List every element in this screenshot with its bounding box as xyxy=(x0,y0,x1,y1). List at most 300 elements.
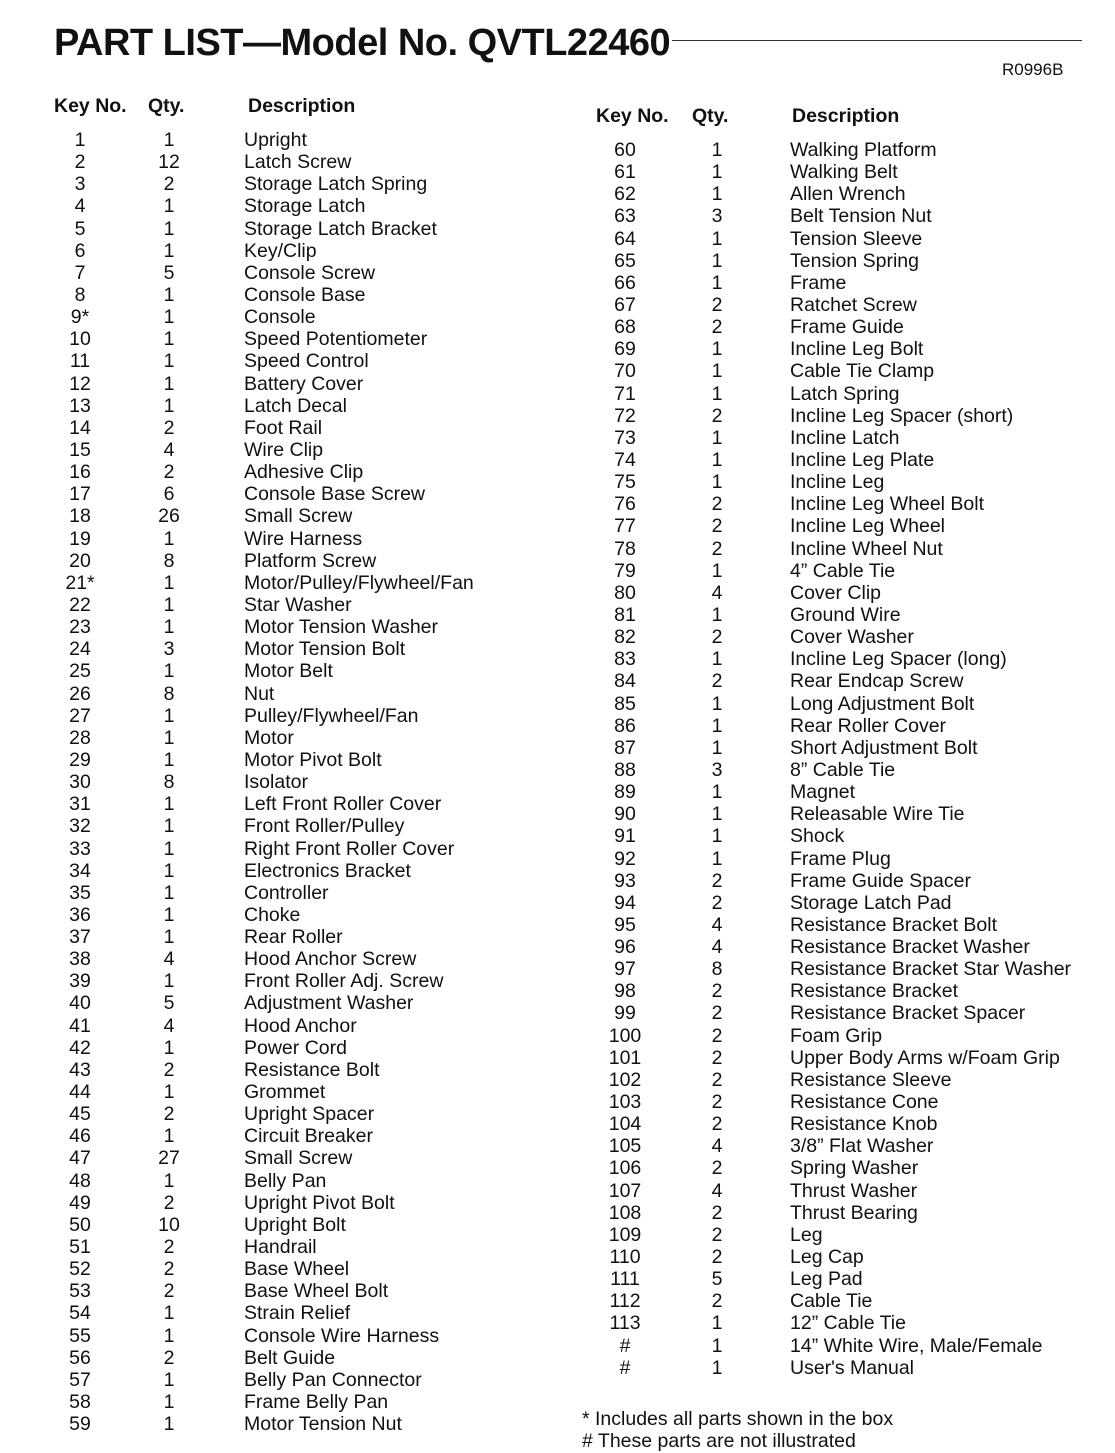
part-description: Thrust Bearing xyxy=(790,1201,918,1224)
key-number: 58 xyxy=(69,1391,91,1414)
quantity: 1 xyxy=(711,161,723,184)
part-description: Magnet xyxy=(790,781,856,804)
part-description: Motor Belt xyxy=(244,660,333,683)
part-description: Releasable Wire Tie xyxy=(790,803,965,826)
quantity: 1 xyxy=(163,704,175,727)
part-description: Storage Latch Bracket xyxy=(244,217,437,240)
quantity: 1 xyxy=(711,183,723,206)
quantity: 2 xyxy=(711,1024,723,1047)
key-number: 39 xyxy=(69,970,91,993)
table-row xyxy=(50,262,520,284)
part-description: Wire Clip xyxy=(244,438,324,461)
key-number: 33 xyxy=(69,837,91,860)
quantity: 4 xyxy=(163,438,175,461)
key-number: 34 xyxy=(69,859,91,882)
part-description: Resistance Bracket Star Washer xyxy=(790,958,1072,981)
qty-header: Qty. xyxy=(148,95,185,117)
key-number: 21* xyxy=(65,571,95,594)
part-description: 3/8” Flat Washer xyxy=(790,1135,934,1158)
quantity: 1 xyxy=(163,306,175,329)
table-row xyxy=(590,648,1090,670)
key-number: 50 xyxy=(69,1213,91,1236)
part-description: Short Adjustment Bolt xyxy=(790,736,978,759)
table-row xyxy=(50,1103,520,1125)
quantity: 1 xyxy=(163,527,175,550)
key-number: 84 xyxy=(614,670,636,693)
table-row xyxy=(590,1246,1090,1268)
key-number: 36 xyxy=(69,903,91,926)
quantity: 2 xyxy=(163,1103,175,1126)
quantity: 6 xyxy=(163,483,175,506)
part-description: 14” White Wire, Male/Female xyxy=(790,1334,1043,1357)
table-row xyxy=(50,1413,520,1435)
part-description: Incline Leg xyxy=(790,471,885,494)
table-row xyxy=(50,1192,520,1214)
part-description: Left Front Roller Cover xyxy=(244,793,442,816)
quantity: 1 xyxy=(163,1169,175,1192)
quantity: 2 xyxy=(163,416,175,439)
table-row xyxy=(50,1081,520,1103)
table-row xyxy=(590,560,1090,582)
part-description: Storage Latch Pad xyxy=(790,891,952,914)
table-row xyxy=(50,129,520,151)
quantity: 2 xyxy=(711,670,723,693)
table-row xyxy=(590,294,1090,316)
table-row xyxy=(50,638,520,660)
quantity: 2 xyxy=(711,515,723,538)
quantity: 27 xyxy=(158,1147,180,1170)
quantity: 1 xyxy=(163,660,175,683)
key-number: 54 xyxy=(69,1302,91,1325)
key-number: 82 xyxy=(614,626,636,649)
key-number: 43 xyxy=(69,1058,91,1081)
part-description: Resistance Bracket Spacer xyxy=(790,1002,1026,1025)
quantity: 1 xyxy=(163,1324,175,1347)
table-row xyxy=(590,870,1090,892)
key-number: 111 xyxy=(610,1268,640,1291)
quantity: 1 xyxy=(711,448,723,471)
key-number: 104 xyxy=(608,1113,642,1136)
table-row xyxy=(50,550,520,572)
part-description: Incline Leg Bolt xyxy=(790,338,924,361)
key-number: 102 xyxy=(608,1068,642,1091)
quantity: 1 xyxy=(711,1312,723,1335)
part-description: Power Cord xyxy=(244,1036,347,1059)
quantity: 2 xyxy=(163,1346,175,1369)
table-row xyxy=(50,1325,520,1347)
key-number: 91 xyxy=(614,825,636,848)
table-row xyxy=(590,1135,1090,1157)
part-description: Incline Leg Wheel Bolt xyxy=(790,493,985,516)
quantity: 1 xyxy=(711,1356,723,1379)
key-number: 74 xyxy=(614,448,636,471)
key-number: 78 xyxy=(614,537,636,560)
key-number: 65 xyxy=(614,249,636,272)
part-description: Small Screw xyxy=(244,505,353,528)
quantity: 3 xyxy=(711,758,723,781)
quantity: 2 xyxy=(163,1258,175,1281)
quantity: 1 xyxy=(163,328,175,351)
table-row xyxy=(590,848,1090,870)
quantity: 1 xyxy=(163,815,175,838)
key-number: 68 xyxy=(614,316,636,339)
table-row xyxy=(590,781,1090,803)
quantity: 1 xyxy=(163,616,175,639)
quantity: 1 xyxy=(163,748,175,771)
table-row xyxy=(50,594,520,616)
key-number: 14 xyxy=(69,416,91,439)
key-number: 40 xyxy=(69,992,91,1015)
quantity: 1 xyxy=(711,825,723,848)
part-description: Frame Plug xyxy=(790,847,891,870)
table-row xyxy=(50,373,520,395)
table-row xyxy=(590,626,1090,648)
table-row xyxy=(50,1369,520,1391)
part-description: 4” Cable Tie xyxy=(790,559,896,582)
table-row xyxy=(50,1170,520,1192)
table-row xyxy=(590,139,1090,161)
part-description: Console Base Screw xyxy=(244,483,426,506)
part-description: Incline Leg Spacer (long) xyxy=(790,648,1007,671)
parts-table-left xyxy=(50,95,520,1435)
part-description: 12” Cable Tie xyxy=(790,1312,906,1335)
key-number: 30 xyxy=(69,771,91,794)
part-description: Upright xyxy=(244,129,307,151)
key-number: 86 xyxy=(614,714,636,737)
table-row xyxy=(50,1236,520,1258)
key-number: 60 xyxy=(614,139,636,161)
document-code: R0996B xyxy=(1002,60,1064,79)
part-description: User's Manual xyxy=(790,1356,915,1379)
part-description: Resistance Bracket Bolt xyxy=(790,913,998,936)
table-row xyxy=(50,705,520,727)
quantity: 1 xyxy=(711,471,723,494)
title-rule xyxy=(672,40,1082,41)
quantity: 1 xyxy=(711,382,723,405)
table-row xyxy=(50,683,520,705)
part-description: Speed Control xyxy=(244,350,369,373)
table-row xyxy=(50,306,520,328)
quantity: 1 xyxy=(711,648,723,671)
table-row xyxy=(50,483,520,505)
quantity: 4 xyxy=(163,948,175,971)
table-row xyxy=(590,958,1090,980)
key-number: 37 xyxy=(69,926,91,949)
table-row xyxy=(590,383,1090,405)
quantity: 4 xyxy=(163,1014,175,1037)
quantity: 3 xyxy=(163,638,175,661)
key-number: 2 xyxy=(74,151,86,174)
part-description: Star Washer xyxy=(244,593,352,616)
quantity: 1 xyxy=(711,847,723,870)
table-row xyxy=(590,1002,1090,1024)
key-number: 113 xyxy=(609,1312,641,1335)
part-description: Thrust Washer xyxy=(790,1179,918,1202)
table-row xyxy=(50,860,520,882)
key-number: 38 xyxy=(69,948,91,971)
key-number: 76 xyxy=(614,493,636,516)
parts-list-right xyxy=(590,139,1090,1379)
table-row xyxy=(50,1147,520,1169)
part-description: Long Adjustment Bolt xyxy=(790,692,975,715)
key-number: 3 xyxy=(74,173,86,196)
table-row xyxy=(590,471,1090,493)
quantity: 3 xyxy=(711,205,723,228)
key-number: 79 xyxy=(614,559,636,582)
key-number: 89 xyxy=(614,781,636,804)
part-description: Hood Anchor Screw xyxy=(244,948,417,971)
key-number: 31 xyxy=(69,793,91,816)
quantity: 2 xyxy=(163,1191,175,1214)
table-row xyxy=(50,173,520,195)
table-row xyxy=(590,1069,1090,1091)
quantity: 2 xyxy=(711,1223,723,1246)
quantity: 8 xyxy=(163,682,175,705)
part-description: Latch Screw xyxy=(244,151,352,174)
table-row xyxy=(50,218,520,240)
key-number: 93 xyxy=(614,869,636,892)
key-number: 26 xyxy=(69,682,91,705)
part-description: Cable Tie Clamp xyxy=(790,360,935,383)
key-number: 66 xyxy=(614,271,636,294)
table-row xyxy=(590,914,1090,936)
table-row xyxy=(50,1214,520,1236)
part-description: Upright Bolt xyxy=(244,1213,346,1236)
quantity: 2 xyxy=(711,1157,723,1180)
table-row xyxy=(590,360,1090,382)
key-number: 55 xyxy=(69,1324,91,1347)
table-row xyxy=(50,815,520,837)
part-description: Walking Platform xyxy=(790,139,937,161)
part-description: Rear Roller xyxy=(244,926,343,949)
key-number: 90 xyxy=(614,803,636,826)
part-description: Resistance Cone xyxy=(790,1091,939,1114)
key-number: 15 xyxy=(69,438,91,461)
quantity: 2 xyxy=(711,980,723,1003)
key-number: 29 xyxy=(69,748,91,771)
table-row xyxy=(50,328,520,350)
part-description: Resistance Bracket xyxy=(790,980,958,1003)
quantity: 1 xyxy=(163,859,175,882)
quantity: 1 xyxy=(711,736,723,759)
part-description: Front Roller Adj. Screw xyxy=(244,970,444,993)
quantity: 4 xyxy=(711,936,723,959)
quantity: 8 xyxy=(711,958,723,981)
key-number: 45 xyxy=(69,1103,91,1126)
key-number: 67 xyxy=(614,293,636,316)
part-description: Handrail xyxy=(244,1236,317,1259)
key-number: 49 xyxy=(69,1191,91,1214)
key-number: 110 xyxy=(609,1246,641,1269)
quantity: 1 xyxy=(163,571,175,594)
quantity: 1 xyxy=(163,1125,175,1148)
key-number: 46 xyxy=(69,1125,91,1148)
quantity: 1 xyxy=(711,249,723,272)
key-number: 75 xyxy=(614,471,636,494)
part-description: Pulley/Flywheel/Fan xyxy=(244,704,419,727)
quantity: 1 xyxy=(711,692,723,715)
key-number: # xyxy=(619,1356,631,1379)
quantity: 2 xyxy=(711,869,723,892)
quantity: 1 xyxy=(711,139,723,161)
quantity: 2 xyxy=(711,1091,723,1114)
key-number: 16 xyxy=(69,461,91,484)
key-number: 98 xyxy=(614,980,636,1003)
table-row xyxy=(590,405,1090,427)
part-description: Rear Endcap Screw xyxy=(790,670,964,693)
part-description: Storage Latch xyxy=(244,195,366,218)
key-number: 44 xyxy=(69,1081,91,1104)
quantity: 1 xyxy=(711,781,723,804)
key-number: 6 xyxy=(74,239,86,262)
part-description: Wire Harness xyxy=(244,527,363,550)
part-description: Controller xyxy=(244,881,329,904)
part-description: Cable Tie xyxy=(790,1290,873,1313)
table-row xyxy=(50,417,520,439)
table-row xyxy=(590,1312,1090,1334)
quantity: 4 xyxy=(711,581,723,604)
key-number: 83 xyxy=(614,648,636,671)
table-row xyxy=(50,1391,520,1413)
key-number: 92 xyxy=(614,847,636,870)
quantity: 2 xyxy=(711,1046,723,1069)
table-row xyxy=(590,1357,1090,1379)
part-description: Leg xyxy=(790,1223,823,1246)
quantity: 2 xyxy=(711,891,723,914)
quantity: 2 xyxy=(163,1058,175,1081)
quantity: 1 xyxy=(163,837,175,860)
part-description: Motor Pivot Bolt xyxy=(244,748,382,771)
part-description: Frame xyxy=(790,271,847,294)
part-description: Frame Belly Pan xyxy=(244,1391,389,1414)
part-description: Motor Tension Washer xyxy=(244,616,439,639)
quantity: 1 xyxy=(711,338,723,361)
table-row xyxy=(590,1335,1090,1357)
quantity: 2 xyxy=(711,404,723,427)
quantity: 1 xyxy=(163,350,175,373)
quantity: 2 xyxy=(711,293,723,316)
table-row xyxy=(50,616,520,638)
quantity: 1 xyxy=(711,426,723,449)
key-number: 107 xyxy=(608,1179,642,1202)
table-row xyxy=(590,272,1090,294)
quantity: 1 xyxy=(163,726,175,749)
quantity: 1 xyxy=(163,129,175,151)
quantity: 1 xyxy=(163,1302,175,1325)
quantity: 1 xyxy=(163,903,175,926)
key-number: 4 xyxy=(74,195,86,218)
key-number: 32 xyxy=(69,815,91,838)
key-number: 10 xyxy=(69,328,91,351)
quantity: 4 xyxy=(711,1135,723,1158)
part-description: Nut xyxy=(244,682,275,705)
table-row xyxy=(50,992,520,1014)
quantity: 1 xyxy=(163,593,175,616)
quantity: 1 xyxy=(163,372,175,395)
part-description: Frame Guide xyxy=(790,316,904,339)
key-number: 41 xyxy=(69,1014,91,1037)
key-number: 13 xyxy=(69,394,91,417)
key-number: 69 xyxy=(614,338,636,361)
key-number: 73 xyxy=(614,426,636,449)
quantity: 1 xyxy=(163,1081,175,1104)
key-number: 63 xyxy=(614,205,636,228)
table-row xyxy=(590,1113,1090,1135)
key-number: 100 xyxy=(608,1024,642,1047)
part-description: Spring Washer xyxy=(790,1157,919,1180)
qty-header: Qty. xyxy=(692,105,729,127)
part-description: Console Wire Harness xyxy=(244,1324,440,1347)
key-number: 28 xyxy=(69,726,91,749)
table-row xyxy=(590,1047,1090,1069)
part-description: Speed Potentiometer xyxy=(244,328,428,351)
quantity: 2 xyxy=(163,461,175,484)
key-number: 25 xyxy=(69,660,91,683)
quantity: 1 xyxy=(163,195,175,218)
page-title: PART LIST—Model No. QVTL22460 xyxy=(54,22,671,64)
table-row xyxy=(590,427,1090,449)
table-row xyxy=(50,926,520,948)
quantity: 5 xyxy=(163,261,175,284)
key-number: 94 xyxy=(614,891,636,914)
key-number: 42 xyxy=(69,1036,91,1059)
table-row xyxy=(590,1268,1090,1290)
parts-table-right xyxy=(590,105,1090,1379)
part-description: Resistance Sleeve xyxy=(790,1068,952,1091)
table-row xyxy=(50,505,520,527)
part-description: 8” Cable Tie xyxy=(790,758,896,781)
key-number: 48 xyxy=(69,1169,91,1192)
table-row xyxy=(590,538,1090,560)
quantity: 2 xyxy=(163,1236,175,1259)
quantity: 1 xyxy=(163,1391,175,1414)
quantity: 1 xyxy=(711,271,723,294)
key-number: 7 xyxy=(74,261,86,284)
table-row xyxy=(50,948,520,970)
part-description: Base Wheel xyxy=(244,1258,350,1281)
part-description: Adjustment Washer xyxy=(244,992,414,1015)
key-number: 5 xyxy=(74,217,86,240)
key-number: 62 xyxy=(614,183,636,206)
part-description: Ground Wire xyxy=(790,603,901,626)
part-description: Motor xyxy=(244,726,294,749)
table-row xyxy=(590,316,1090,338)
key-number: 18 xyxy=(69,505,91,528)
part-description: Small Screw xyxy=(244,1147,353,1170)
table-row xyxy=(590,1091,1090,1113)
part-description: Frame Guide Spacer xyxy=(790,869,971,892)
part-description: Foam Grip xyxy=(790,1024,883,1047)
table-row xyxy=(50,151,520,173)
part-description: Strain Relief xyxy=(244,1302,351,1325)
table-row xyxy=(50,1059,520,1081)
table-row xyxy=(50,461,520,483)
quantity: 5 xyxy=(711,1268,723,1291)
part-description: Leg Pad xyxy=(790,1268,863,1291)
key-number: 19 xyxy=(69,527,91,550)
part-description: Hood Anchor xyxy=(244,1014,357,1037)
part-description: Upright Pivot Bolt xyxy=(244,1191,395,1214)
part-description: Storage Latch Spring xyxy=(244,173,428,196)
footnotes xyxy=(582,1408,893,1452)
table-row xyxy=(590,338,1090,360)
key-number: 109 xyxy=(608,1223,642,1246)
quantity: 2 xyxy=(711,1113,723,1136)
part-description: Upper Body Arms w/Foam Grip xyxy=(790,1046,1060,1069)
part-description: Electronics Bracket xyxy=(244,859,411,882)
part-description: Motor Tension Nut xyxy=(244,1413,402,1436)
key-number: 108 xyxy=(608,1201,642,1224)
